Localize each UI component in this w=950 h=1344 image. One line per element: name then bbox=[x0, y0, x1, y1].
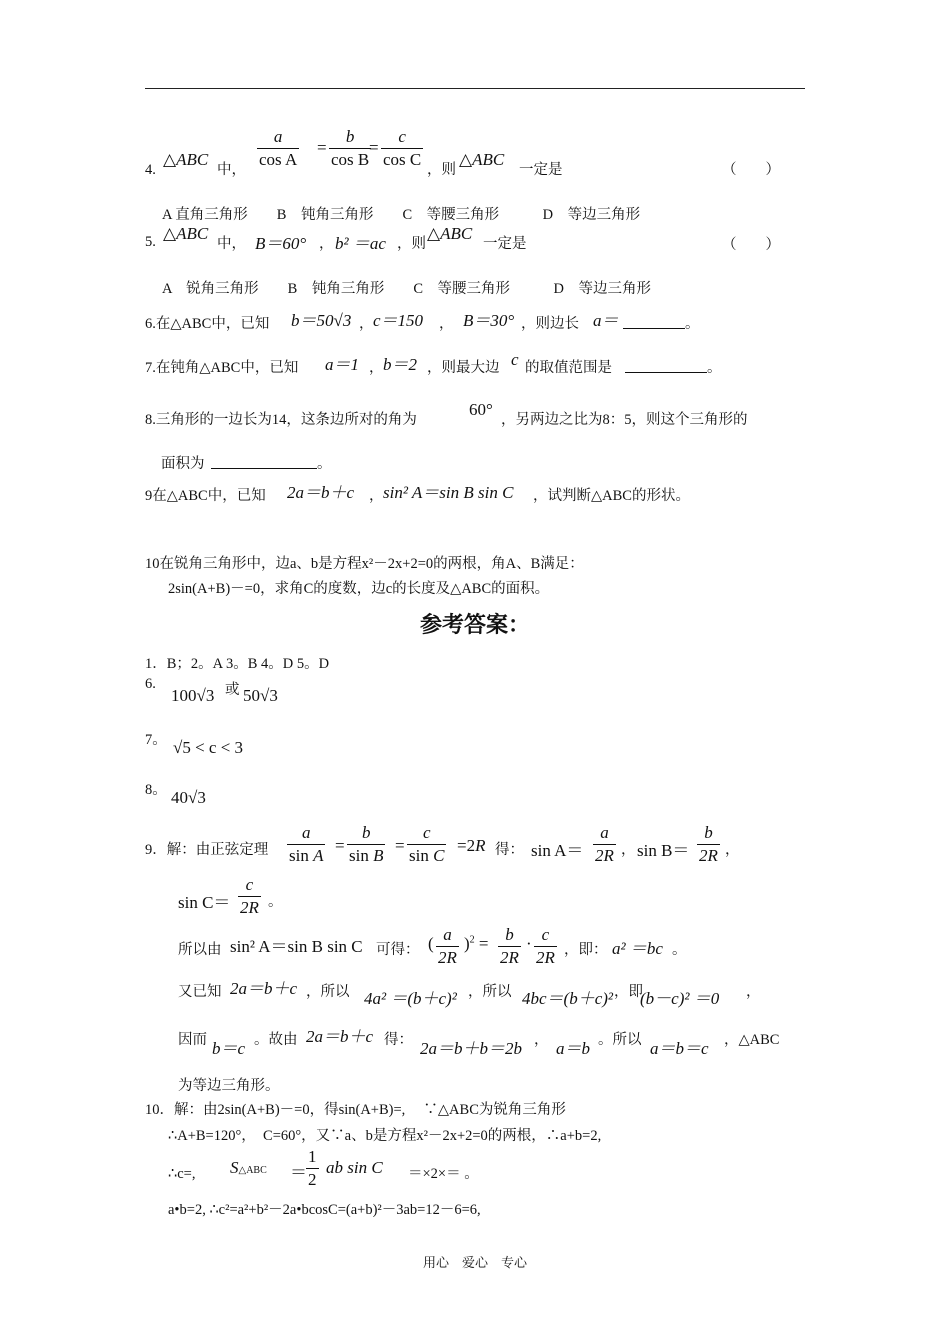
q4-number: 4. bbox=[145, 162, 156, 178]
answer-9-line5: 为等边三角形。 bbox=[178, 1078, 280, 1094]
question-10-line1: 10在锐角三角形中，边a、b是方程x²－2x+2=0的两根，角A、B满足： bbox=[145, 556, 584, 572]
answer-10-line4: a•b=2, ∴c²=a²+b²－2a•bcosC=(a+b)²－3ab=12－6=6, bbox=[168, 1202, 481, 1218]
question-10-line2: 2sin(A+B)－=0，求角C的度数，边c的长度及△ABC的面积。 bbox=[168, 581, 550, 597]
q4-options: A 直角三角形 B 钝角三角形 C 等腰三角形 D 等边三角形 bbox=[162, 207, 641, 223]
q4-frac-a: $\frac{a}{\text{cos A}}$ bbox=[259, 127, 298, 169]
answer-10-line2: ∴A+B=120°， C=60°，又∵a、b是方程x²－2x+2=0的两根，∴a+b=2, bbox=[168, 1128, 602, 1144]
q5-options: A 锐角三角形 B 钝角三角形 C 等腰三角形 D 等边三角形 bbox=[162, 281, 651, 297]
answer-10-line1: 10．解：由2sin(A+B)－=0，得sin(A+B)=, ∵△ABC为锐角三角形 bbox=[145, 1102, 566, 1118]
q6-blank bbox=[623, 312, 685, 329]
q4-end: 一定是 bbox=[519, 162, 563, 178]
q4-answer-paren: （ ） bbox=[722, 162, 780, 178]
q4-ze: ，则 bbox=[427, 162, 456, 178]
header-rule bbox=[145, 88, 805, 89]
answers-title: 参考答案： bbox=[419, 613, 530, 638]
q4-zhong: 中， bbox=[217, 162, 246, 178]
q7-blank bbox=[625, 356, 707, 373]
q5-answer-paren: （ ） bbox=[722, 237, 780, 253]
q4-frac-c: $\frac{c}{\text{cos C}}$ bbox=[383, 127, 422, 169]
q4-frac-b: $\frac{b}{\text{cos B}}$ bbox=[331, 127, 370, 169]
q8-blank bbox=[211, 452, 317, 469]
q4-triangle: △ABC bbox=[163, 150, 209, 169]
footer: 用心 爱心 专心 bbox=[422, 1255, 527, 1270]
answer-1-5: 1．B；2。A 3。B 4。D 5。D bbox=[145, 656, 330, 672]
